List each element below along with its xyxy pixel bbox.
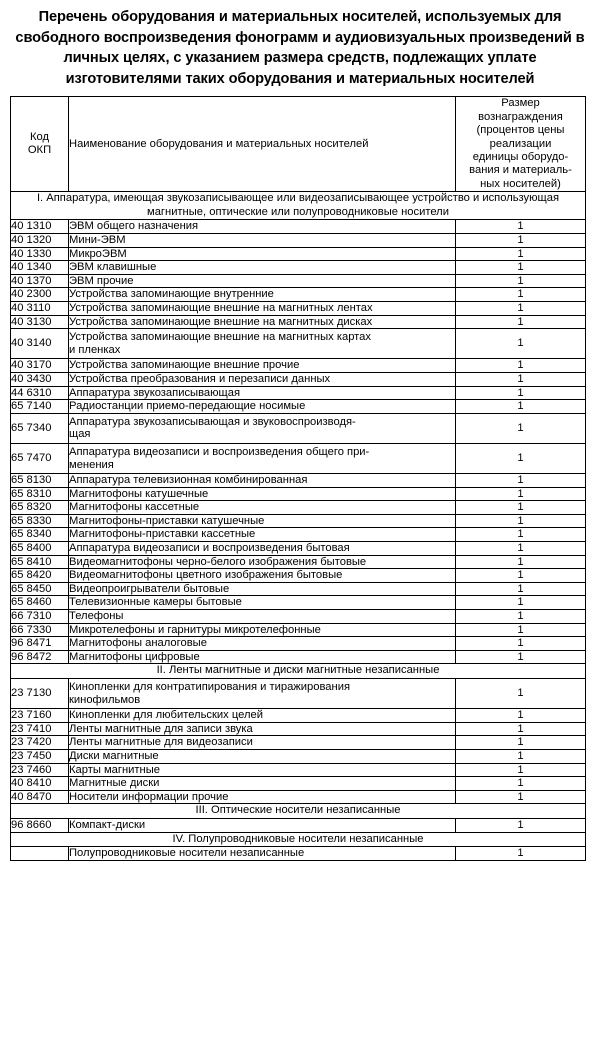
cell-name-line: Аппаратура видеозаписи и воспроизведения общего при-: [69, 445, 370, 458]
cell-code: 40 8410: [11, 777, 69, 791]
cell-rate: 1: [456, 234, 586, 248]
table-row: [11, 261, 586, 275]
cell-code: 23 7450: [11, 749, 69, 763]
cell-rate: 1: [456, 709, 586, 723]
table-row: [11, 359, 586, 373]
cell-code: 40 1330: [11, 247, 69, 261]
cell-name: Кинопленки для любительских целей: [69, 709, 456, 723]
cell-name: Магнитные диски: [69, 777, 456, 791]
cell-name: Мини-ЭВМ: [69, 234, 456, 248]
cell-rate: 1: [456, 847, 586, 861]
cell-name-line: Аппаратура звукозаписывающая и звуковоспроизводя-: [69, 415, 356, 428]
rate-header-line-2: (процентов цены: [476, 124, 565, 137]
cell-rate: 1: [456, 315, 586, 329]
cell-code: 65 8400: [11, 542, 69, 556]
cell-name: Видеомагнитофоны цветного изображения бытовые: [69, 569, 456, 583]
section-heading: III. Оптические носители незаписанные: [11, 804, 586, 819]
table-row: [11, 623, 586, 637]
cell-rate: 1: [456, 610, 586, 624]
cell-code: 66 7310: [11, 610, 69, 624]
cell-name-line: щая: [69, 428, 91, 441]
column-header-code: [11, 97, 69, 192]
cell-code: 23 7160: [11, 709, 69, 723]
cell-rate: 1: [456, 400, 586, 414]
cell-rate: 1: [456, 582, 586, 596]
cell-code: 65 7470: [11, 443, 69, 473]
cell-code: 96 8471: [11, 637, 69, 651]
column-header-name: Наименование оборудования и материальных носителей: [69, 97, 456, 192]
cell-name: Видеопроигрыватели бытовые: [69, 582, 456, 596]
table-row: [11, 650, 586, 664]
cell-code: 40 2300: [11, 288, 69, 302]
table-body: [11, 192, 586, 861]
table-row: [11, 610, 586, 624]
rate-header-line-4: единицы оборудо-: [472, 151, 569, 163]
cell-name: Устройства запоминающие внешние прочие: [69, 359, 456, 373]
cell-code: 65 8310: [11, 487, 69, 501]
section-heading-row: [11, 664, 586, 679]
table-row: [11, 528, 586, 542]
cell-code: 23 7460: [11, 763, 69, 777]
cell-name-line: менения: [69, 458, 114, 471]
cell-rate: 1: [456, 359, 586, 373]
cell-code: 40 3170: [11, 359, 69, 373]
rate-header-line-3: реализации: [489, 137, 552, 150]
cell-name: Магнитофоны-приставки катушечные: [69, 514, 456, 528]
table-row: [11, 443, 586, 473]
cell-name: Устройства запоминающие внешние на магнитных лентах: [69, 301, 456, 315]
cell-code: 40 3110: [11, 301, 69, 315]
section-heading: II. Ленты магнитные и диски магнитные незаписанные: [11, 664, 586, 679]
cell-rate: 1: [456, 722, 586, 736]
table-row: [11, 818, 586, 832]
table-row: [11, 569, 586, 583]
cell-code: 40 3130: [11, 315, 69, 329]
table-row: [11, 413, 586, 443]
table-header: [11, 97, 586, 192]
table-row: [11, 847, 586, 861]
cell-code: 40 8470: [11, 790, 69, 804]
cell-name: Компакт-диски: [69, 818, 456, 832]
cell-name: ЭВМ клавишные: [69, 261, 456, 275]
column-header-rate: [456, 97, 586, 192]
cell-code: 96 8660: [11, 818, 69, 832]
cell-name: Магнитофоны аналоговые: [69, 637, 456, 651]
table-row: [11, 777, 586, 791]
cell-name: Устройства преобразования и перезаписи данных: [69, 372, 456, 386]
table-row: [11, 329, 586, 359]
cell-rate: 1: [456, 637, 586, 651]
cell-name: ЭВМ общего назначения: [69, 220, 456, 234]
table-row: [11, 790, 586, 804]
cell-code: 65 8130: [11, 474, 69, 488]
cell-code: 40 1370: [11, 274, 69, 288]
cell-code: 40 1340: [11, 261, 69, 275]
cell-name: Карты магнитные: [69, 763, 456, 777]
cell-rate: 1: [456, 763, 586, 777]
section-heading-row: [11, 192, 586, 220]
cell-name-line: Кинопленки для контратипирования и тиражирования: [69, 681, 351, 693]
cell-name: Магнитофоны цифровые: [69, 650, 456, 664]
cell-code: 65 7340: [11, 413, 69, 443]
cell-name: Устройства запоминающие внутренние: [69, 288, 456, 302]
table-row: [11, 400, 586, 414]
cell-name: Магнитофоны кассетные: [69, 501, 456, 515]
table-row: [11, 234, 586, 248]
cell-code: 23 7130: [11, 679, 69, 709]
cell-rate: 1: [456, 261, 586, 275]
cell-code: 65 8460: [11, 596, 69, 610]
table-row: [11, 709, 586, 723]
cell-rate: 1: [456, 542, 586, 556]
table-row: [11, 288, 586, 302]
cell-code: 65 8340: [11, 528, 69, 542]
cell-rate: 1: [456, 749, 586, 763]
table-row: [11, 301, 586, 315]
cell-rate: 1: [456, 288, 586, 302]
table-row: [11, 220, 586, 234]
table-row: [11, 487, 586, 501]
rate-header-line-6: ных носителей): [480, 177, 561, 190]
page-title: Перечень оборудования и материальных носителей, используемых для свободного воспроизведения фонограмм и аудиовизуальных произведений в личных целях, с указанием размера средств, подлежащих уплате изготовителями таких оборудования и материальных носителей: [15, 9, 585, 87]
table-row: [11, 749, 586, 763]
cell-code: 65 8410: [11, 555, 69, 569]
cell-rate: 1: [456, 650, 586, 664]
table-row: [11, 514, 586, 528]
table-row: [11, 501, 586, 515]
cell-rate: 1: [456, 623, 586, 637]
table-row: [11, 637, 586, 651]
cell-name: Микротелефоны и гарнитуры микротелефонные: [69, 623, 456, 637]
cell-rate: 1: [456, 386, 586, 400]
table-container: [0, 89, 600, 860]
cell-code: 66 7330: [11, 623, 69, 637]
cell-code: 65 8320: [11, 501, 69, 515]
cell-rate: 1: [456, 679, 586, 709]
cell-code: 23 7420: [11, 736, 69, 750]
table-row: [11, 274, 586, 288]
cell-name: Диски магнитные: [69, 749, 456, 763]
cell-code: 40 1310: [11, 220, 69, 234]
cell-name: Аппаратура звукозаписывающая: [69, 386, 456, 400]
cell-name: Телевизионные камеры бытовые: [69, 596, 456, 610]
column-header-code-line2: ОКП: [27, 144, 52, 157]
cell-rate: 1: [456, 413, 586, 443]
cell-rate: 1: [456, 777, 586, 791]
cell-rate: 1: [456, 790, 586, 804]
cell-rate: 1: [456, 569, 586, 583]
table-row: [11, 555, 586, 569]
cell-code: 40 3430: [11, 372, 69, 386]
cell-code: [11, 847, 69, 861]
table-row: [11, 596, 586, 610]
cell-name: Носители информации прочие: [69, 790, 456, 804]
section-heading-row: [11, 804, 586, 819]
rate-header-line-1: вознаграждения: [478, 110, 563, 123]
table-row: [11, 679, 586, 709]
cell-rate: 1: [456, 372, 586, 386]
cell-name: Полупроводниковые носители незаписанные: [69, 847, 456, 861]
cell-code: 40 3140: [11, 329, 69, 359]
cell-name-line: и пленках: [69, 343, 121, 356]
cell-code: 44 6310: [11, 386, 69, 400]
cell-rate: 1: [456, 736, 586, 750]
cell-rate: 1: [456, 474, 586, 488]
cell-rate: 1: [456, 274, 586, 288]
cell-name: МикроЭВМ: [69, 247, 456, 261]
cell-code: 40 1320: [11, 234, 69, 248]
cell-name: Видеомагнитофоны черно-белого изображения бытовые: [69, 555, 456, 569]
cell-name: [69, 443, 456, 473]
cell-rate: 1: [456, 818, 586, 832]
cell-rate: 1: [456, 443, 586, 473]
cell-name-line: Устройства запоминающие внешние на магнитных картах: [69, 331, 371, 344]
cell-code: 65 8450: [11, 582, 69, 596]
table-row: [11, 763, 586, 777]
cell-name-line: кинофильмов: [69, 693, 141, 706]
cell-rate: 1: [456, 487, 586, 501]
cell-name: Магнитофоны катушечные: [69, 487, 456, 501]
equipment-listing-table: [10, 96, 586, 860]
table-row: [11, 542, 586, 556]
cell-name: Устройства запоминающие внешние на магнитных дисках: [69, 315, 456, 329]
cell-code: 65 8330: [11, 514, 69, 528]
table-header-row: [11, 97, 586, 192]
table-row: [11, 247, 586, 261]
cell-name: Магнитофоны-приставки кассетные: [69, 528, 456, 542]
table-row: [11, 315, 586, 329]
cell-rate: 1: [456, 329, 586, 359]
table-row: [11, 474, 586, 488]
cell-name: Ленты магнитные для записи звука: [69, 722, 456, 736]
cell-name: Телефоны: [69, 610, 456, 624]
cell-name: Радиостанции приемо-передающие носимые: [69, 400, 456, 414]
cell-code: 23 7410: [11, 722, 69, 736]
cell-rate: 1: [456, 247, 586, 261]
column-header-code-line1: Код: [29, 131, 50, 144]
cell-name: [69, 679, 456, 709]
section-heading-row: [11, 832, 586, 847]
cell-name: [69, 329, 456, 359]
cell-rate: 1: [456, 220, 586, 234]
table-row: [11, 372, 586, 386]
cell-name: Ленты магнитные для видеозаписи: [69, 736, 456, 750]
rate-header-line-0: Размер: [501, 97, 540, 110]
cell-name: ЭВМ прочие: [69, 274, 456, 288]
cell-code: 65 8420: [11, 569, 69, 583]
table-row: [11, 722, 586, 736]
cell-code: 96 8472: [11, 650, 69, 664]
table-row: [11, 736, 586, 750]
cell-rate: 1: [456, 528, 586, 542]
cell-name: [69, 413, 456, 443]
cell-name: Аппаратура телевизионная комбинированная: [69, 474, 456, 488]
table-row: [11, 386, 586, 400]
section-heading: IV. Полупроводниковые носители незаписанные: [11, 832, 586, 847]
cell-code: 65 7140: [11, 400, 69, 414]
cell-rate: 1: [456, 596, 586, 610]
cell-rate: 1: [456, 501, 586, 515]
table-row: [11, 582, 586, 596]
cell-rate: 1: [456, 301, 586, 315]
cell-name: Аппаратура видеозаписи и воспроизведения бытовая: [69, 542, 456, 556]
rate-header-line-5: вания и материаль-: [469, 164, 572, 177]
cell-rate: 1: [456, 555, 586, 569]
cell-rate: 1: [456, 514, 586, 528]
section-heading: I. Аппаратура, имеющая звукозаписывающее или видеозаписывающее устройство и использующая магнитные, оптические или полупроводниковые носители: [11, 192, 586, 220]
